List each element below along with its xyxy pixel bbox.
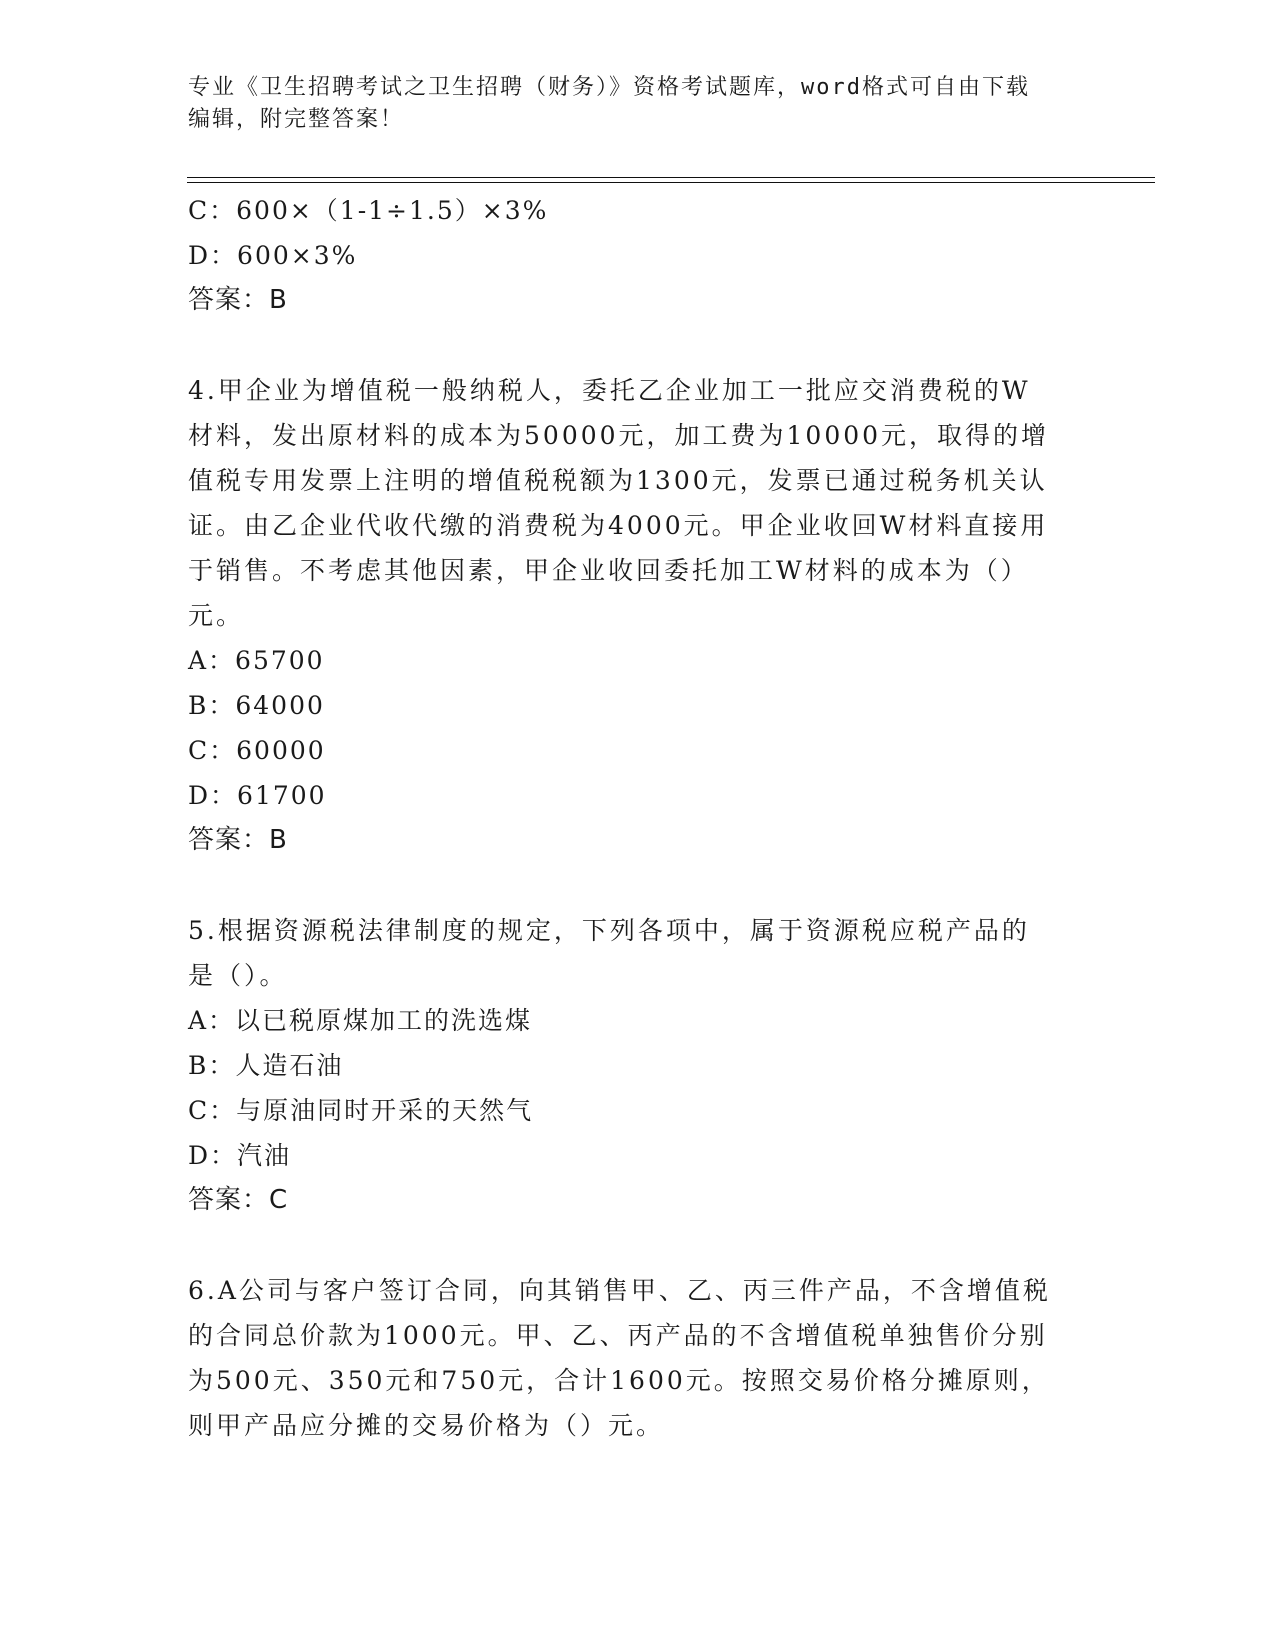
prev-option-d: D：600×3% (188, 241, 358, 270)
question-5-answer: 答案：C (188, 1185, 289, 1215)
header-divider-bottom (187, 182, 1155, 183)
question-5-text-line: 是（）。 (188, 961, 288, 990)
question-4-text-line: 值税专用发票上注明的增值税税额为1300元，发票已通过税务机关认 (188, 466, 1048, 495)
question-6-text-line: 的合同总价款为1000元。甲、乙、丙产品的不含增值税单独售价分别 (188, 1321, 1048, 1350)
question-4-text-line: 材料，发出原材料的成本为50000元，加工费为10000元，取得的增 (188, 421, 1050, 450)
question-6-text-line: 为500元、350元和750元，合计1600元。按照交易价格分摊原则， (188, 1366, 1050, 1395)
question-6-text-line: 则甲产品应分摊的交易价格为（）元。 (188, 1411, 665, 1440)
prev-answer: 答案：B (188, 285, 288, 315)
question-5 (188, 908, 1088, 1223)
question-4-text-line: 于销售。不考虑其他因素，甲企业收回委托加工W材料的成本为（） (188, 556, 1029, 585)
prev-option-c: C：600×（1-1÷1.5）×3% (188, 196, 549, 225)
question-4-option-d: D：61700 (188, 781, 327, 810)
document-header (188, 72, 1088, 136)
question-4-text-line: 证。由乙企业代收代缴的消费税为4000元。甲企业收回W材料直接用 (188, 511, 1049, 540)
question-4-option-b: B：64000 (188, 691, 325, 720)
question-5-option-d: D：汽油 (188, 1141, 292, 1170)
header-line-1: 专业《卫生招聘考试之卫生招聘（财务）》资格考试题库，word格式可自由下载 (188, 75, 1030, 100)
question-6 (188, 1268, 1088, 1448)
header-divider-top (187, 177, 1155, 178)
question-5-option-b: B：人造石油 (188, 1051, 344, 1080)
document-body (188, 188, 1088, 1448)
question-5-option-a: A：以已税原煤加工的洗选煤 (188, 1006, 533, 1035)
question-4-option-a: A：65700 (188, 646, 325, 675)
question-5-option-c: C：与原油同时开采的天然气 (188, 1096, 534, 1125)
question-4 (188, 368, 1088, 863)
question-6-text-line: 6.A公司与客户签订合同，向其销售甲、乙、丙三件产品，不含增值税 (188, 1276, 1051, 1305)
question-5-text-line: 5.根据资源税法律制度的规定，下列各项中，属于资源税应税产品的 (188, 916, 1030, 945)
question-4-text-line: 4.甲企业为增值税一般纳税人，委托乙企业加工一批应交消费税的W (188, 376, 1031, 405)
question-4-answer: 答案：B (188, 825, 288, 855)
header-line-2: 编辑，附完整答案！ (188, 107, 405, 132)
question-4-text-line: 元。 (188, 601, 245, 630)
question-4-option-c: C：60000 (188, 736, 326, 765)
